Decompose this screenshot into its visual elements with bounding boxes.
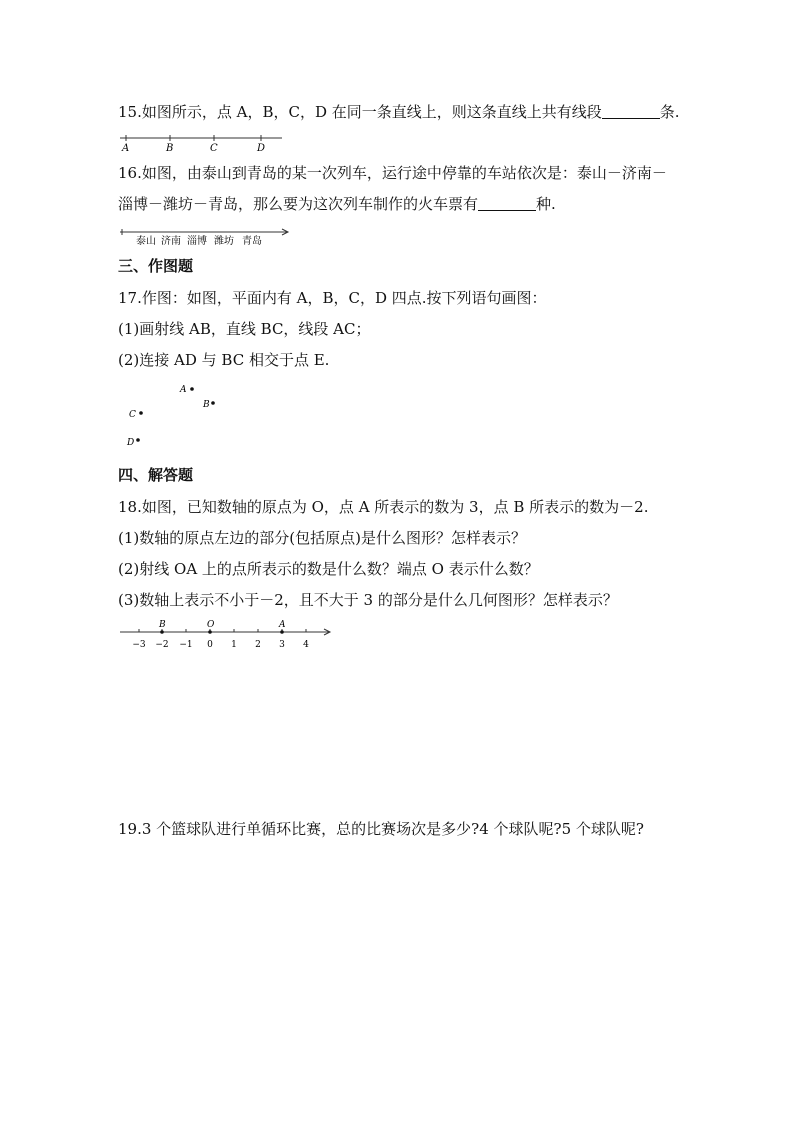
q16-station-zibo: 淄博 xyxy=(187,236,207,247)
q16-station-weifang: 潍坊 xyxy=(214,236,234,247)
q15-answer-blank[interactable] xyxy=(602,103,660,119)
q17-point-c-dot xyxy=(139,411,143,415)
q16-station-jinan: 济南 xyxy=(161,236,181,247)
q18-tick-label: 1 xyxy=(231,640,237,650)
q17-point-a-dot xyxy=(190,387,194,391)
q17-point-a-label: A xyxy=(180,385,187,395)
q15-segment-figure xyxy=(118,128,288,154)
q18-number-axis xyxy=(118,618,338,654)
q18-intro: 18.如图，已知数轴的原点为 O，点 A 所表示的数为 3，点 B 所表示的数为－2. xyxy=(118,498,649,516)
section-3-title: 三、作图题 xyxy=(118,257,194,275)
q15-point-a: A xyxy=(122,143,130,154)
q16-text-before: 淄博－潍坊－青岛，那么要为这次列车制作的火车票有 xyxy=(118,195,479,213)
q17-points-figure xyxy=(118,380,228,450)
q18-point-b-dot xyxy=(160,630,164,634)
q16-station-qingdao: 青岛 xyxy=(242,236,262,247)
q17-point-b-label: B xyxy=(203,400,210,410)
q18-tick-label: −1 xyxy=(179,640,193,650)
q18-tick-label: −3 xyxy=(132,640,146,650)
q17-intro: 17.作图：如图，平面内有 A，B，C，D 四点.按下列语句画图： xyxy=(118,289,547,307)
q15-point-c: C xyxy=(210,143,218,154)
q15-text-after: 条. xyxy=(659,103,680,121)
section-4-title: 四、解答题 xyxy=(118,466,194,484)
q16-line1: 16.如图，由泰山到青岛的某一次列车，运行途中停靠的车站依次是：泰山－济南－ xyxy=(118,164,667,182)
q16-answer-blank[interactable] xyxy=(478,195,536,211)
q18-tick-label: 2 xyxy=(255,640,261,650)
q15-point-b: B xyxy=(166,143,174,154)
q18-tick-label: 4 xyxy=(303,640,309,650)
q17-point-c-label: C xyxy=(129,410,136,420)
q18-point-o-label: O xyxy=(207,620,215,630)
q15-point-d: D xyxy=(257,143,266,154)
q18-point-a-dot xyxy=(280,630,284,634)
q18-sub3: (3)数轴上表示不小于－2，且不大于 3 的部分是什么几何图形？怎样表示？ xyxy=(118,591,618,609)
q16-station-figure xyxy=(118,224,294,250)
q18-tick-label: 0 xyxy=(207,640,213,650)
q15-text-before: 15.如图所示，点 A，B，C，D 在同一条直线上，则这条直线上共有线段 xyxy=(118,103,602,121)
q18-tick-label: 3 xyxy=(279,640,285,650)
q18-sub1: (1)数轴的原点左边的部分(包括原点)是什么图形？怎样表示？ xyxy=(118,529,526,547)
q15-text xyxy=(118,102,680,122)
q16-line2 xyxy=(118,194,556,214)
q17-point-d-label: D xyxy=(127,438,135,448)
q17-step1: (1)画射线 AB，直线 BC，线段 AC； xyxy=(118,320,371,338)
q18-tick-label: −2 xyxy=(155,640,169,650)
q18-sub2: (2)射线 OA 上的点所表示的数是什么数？端点 O 表示什么数？ xyxy=(118,560,539,578)
q17-point-b-dot xyxy=(211,401,215,405)
q17-step2: (2)连接 AD 与 BC 相交于点 E. xyxy=(118,351,330,369)
q18-point-b-label: B xyxy=(159,620,166,630)
q16-text-after: 种. xyxy=(536,195,556,213)
q18-point-o-dot xyxy=(208,630,212,634)
q18-point-a-label: A xyxy=(279,620,286,630)
q16-station-taishan: 泰山 xyxy=(136,236,156,247)
q19-text: 19.3 个篮球队进行单循环比赛，总的比赛场次是多少?4 个球队呢?5 个球队呢? xyxy=(118,820,644,838)
q17-point-d-dot xyxy=(136,438,140,442)
